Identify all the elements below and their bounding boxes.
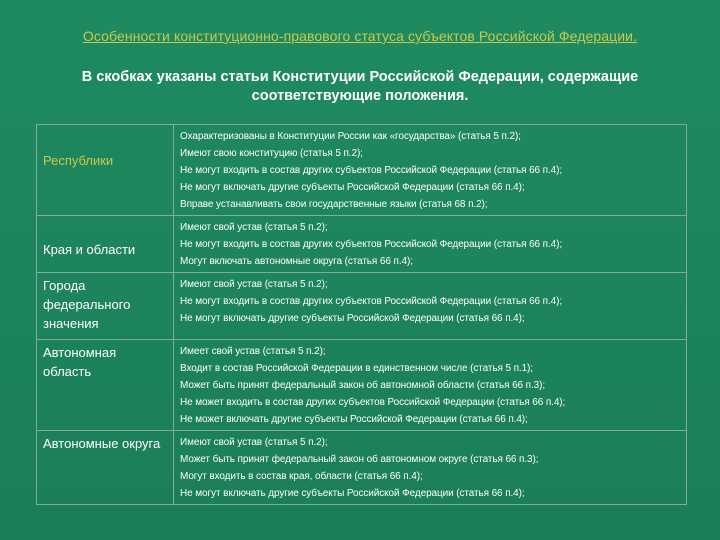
- subject-cell: [37, 216, 174, 273]
- description-line: Не может включать другие субъекты Российской Федерации (статья 66 п.4);: [180, 414, 528, 425]
- description-line: Могут входить в состав края, области (статья 66 п.4);: [180, 471, 423, 482]
- description-line: Входит в состав Российской Федерации в единственном числе (статья 5 п.1);: [180, 363, 533, 374]
- description-line: Не могут входить в состав других субъектов Российской Федерации (статья 66 п.4);: [180, 296, 563, 307]
- description-cell: [174, 125, 687, 216]
- slide-title[interactable]: Особенности конституционно-правового статуса субъектов Российской Федерации.: [82, 28, 638, 44]
- description-line: Могут включать автономные округа (статья 66 п.4);: [180, 256, 413, 267]
- table-row: [37, 431, 687, 505]
- description-cell: [174, 340, 687, 431]
- description-line: Вправе устанавливать свои государственные языки (статья 68 п.2);: [180, 199, 488, 210]
- subject-cell: [37, 431, 174, 505]
- description-list: [174, 216, 686, 272]
- description-cell: [174, 431, 687, 505]
- description-line: Не могут включать другие субъекты Российской Федерации (статья 66 п.4);: [180, 488, 525, 499]
- description-list: [174, 340, 686, 430]
- subject-cell: [37, 273, 174, 340]
- slide-subtitle: В скобках указаны статьи Конституции Российской Федерации, содержащие соответствующие положения.: [81, 69, 639, 104]
- description-cell: [174, 273, 687, 340]
- table-row: [37, 125, 687, 216]
- description-line: Не могут входить в состав других субъектов Российской Федерации (статья 66 п.4);: [180, 239, 563, 250]
- description-line: Не могут включать другие субъекты Российской Федерации (статья 66 п.4);: [180, 313, 525, 324]
- description-list: [174, 273, 686, 339]
- description-line: Не может входить в состав других субъектов Российской Федерации (статья 66 п.4);: [180, 397, 566, 408]
- subject-cell: [37, 125, 174, 216]
- table-row: [37, 216, 687, 273]
- description-line: Имеют свой устав (статья 5 п.2);: [180, 222, 328, 233]
- description-line: Может быть принят федеральный закон об автономном округе (статья 66 п.3);: [180, 454, 539, 465]
- subject-name: Края и области: [43, 242, 136, 257]
- description-line: Может быть принят федеральный закон об автономной области (статья 66 п.3);: [180, 380, 546, 391]
- description-line: Имеют свой устав (статья 5 п.2);: [180, 279, 328, 290]
- description-line: Охарактеризованы в Конституции России как «государства» (статья 5 п.2);: [180, 131, 521, 142]
- table-row: [37, 340, 687, 431]
- description-line: Не могут включать другие субъекты Российской Федерации (статья 66 п.4);: [180, 182, 525, 193]
- subject-name: Автономная область: [43, 345, 117, 379]
- subject-name: Республики: [43, 153, 114, 168]
- description-line: Имеет свой устав (статья 5 п.2);: [180, 346, 326, 357]
- description-list: [174, 125, 686, 215]
- subject-cell: [37, 340, 174, 431]
- status-table: [36, 124, 687, 505]
- description-line: Имеют свою конституцию (статья 5 п.2);: [180, 148, 363, 159]
- description-line: Не могут входить в состав других субъектов Российской Федерации (статья 66 п.4);: [180, 165, 563, 176]
- subject-name: Города федерального значения: [43, 278, 131, 331]
- description-cell: [174, 216, 687, 273]
- table-row: [37, 273, 687, 340]
- subject-name: Автономные округа: [43, 436, 161, 451]
- description-list: [174, 431, 686, 504]
- description-line: Имеют свой устав (статья 5 п.2);: [180, 437, 328, 448]
